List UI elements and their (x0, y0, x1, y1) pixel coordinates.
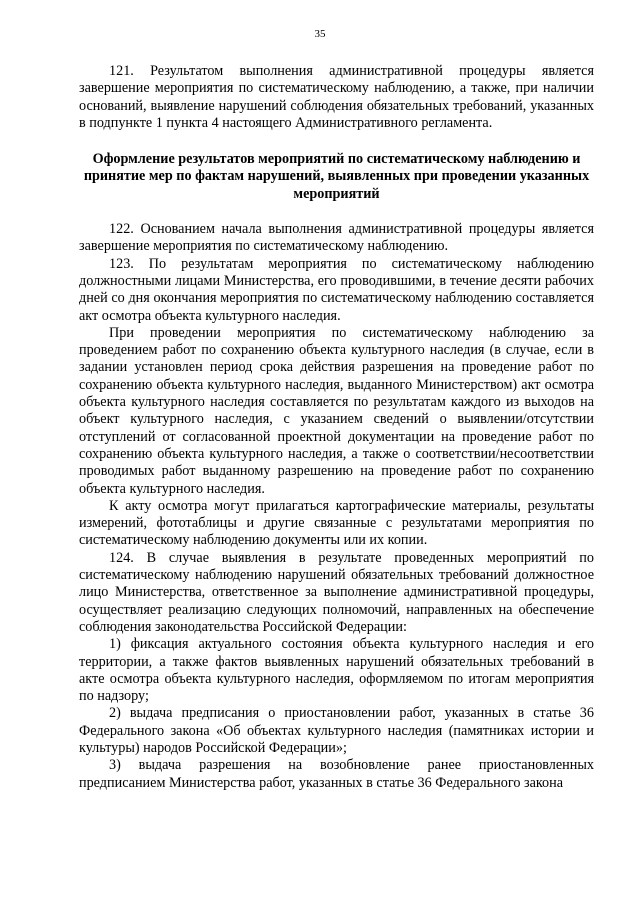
list-item-3: 3) выдача разрешения на возобновление ранее приостановленных предписанием Министерства работ, указанных в статье 36 Федерального закона (79, 757, 594, 791)
page-number: 35 (314, 28, 326, 40)
paragraph-124: 124. В случае выявления в результате проведенных мероприятий по систематическому наблюдению нарушений обязательных требований должностное лицо Министерства, ответственное за выполнение административной процедуры, осуществляет реализацию следующих полномочий, направленных на обеспечение соблюдения законодательства Российской Федерации: (79, 549, 594, 635)
section-heading: Оформление результатов мероприятий по систематическому наблюдению и принятие мер по фактам нарушений, выявленных при проведении указанных мероприятий (83, 151, 590, 202)
list-item-2: 2) выдача предписания о приостановлении работ, указанных в статье 36 Федерального закона «Об объектах культурного наследия (памятниках истории и культуры) народов Российской Федерации»; (79, 705, 594, 756)
paragraph-121: 121. Результатом выполнения административной процедуры является завершение мероприятия по систематическому наблюдению, а также, при наличии оснований, выявление нарушений соблюдения обязательных требований, указанных в подпункте 1 пункта 4 настоящего Административного регламента. (79, 63, 594, 131)
paragraph-123: 123. По результатам мероприятия по систематическому наблюдению должностными лицами Министерства, его проводившими, в течение десяти рабочих дней со дня окончания мероприятия по систематическому наблюдению составляется акт осмотра объекта культурного наследия. (79, 255, 594, 324)
document-body (79, 63, 594, 792)
list-item-1: 1) фиксация актуального состояния объекта культурного наследия и его территории, а также фактов выявленных нарушений обязательных требований в акте осмотра объекта культурного наследия, оформляемом по итогам мероприятия по надзору; (79, 636, 594, 705)
paragraph-123-attachments: К акту осмотра могут прилагаться картографические материалы, результаты измерений, фототаблицы и другие связанные с результатами мероприятия по систематическому наблюдению документы или их копии. (79, 497, 594, 549)
paragraph-123-inspection: При проведении мероприятия по систематическому наблюдению за проведением работ по сохранению объекта культурного наследия (в случае, если в задании установлен период срока действия разрешения на проведение работ по сохранению объекта культурного наследия, выданного Министерством) акт осмотра объекта культурного наследия составляется по результатам каждого из выходов на объект культурного наследия, с указанием сведений о выявлении/отсутствии отступлений от согласованной проектной документации на проведение работ по сохранению объекта культурного наследия, а также о соответствии/несоответствии проводимых работ выданному разрешению на проведение работ по сохранению объекта культурного наследия. (79, 324, 594, 497)
paragraph-122: 122. Основанием начала выполнения административной процедуры является завершение мероприятия по систематическому наблюдению. (79, 221, 594, 255)
